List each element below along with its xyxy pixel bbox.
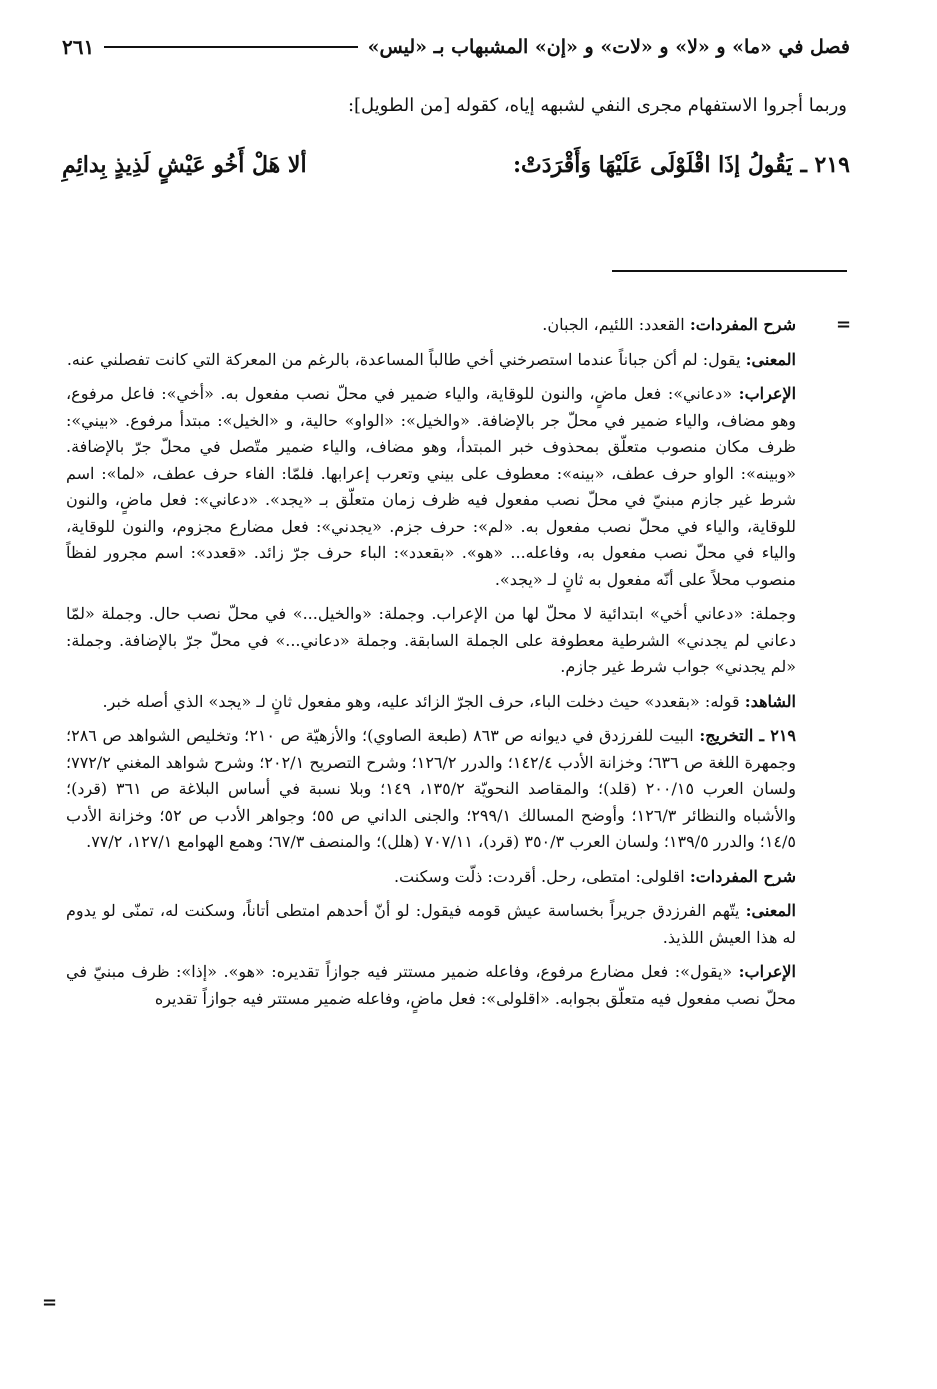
note-sentences-1: [66, 601, 796, 681]
note-vocabulary-1: [66, 312, 796, 339]
note-label: المعنى:: [745, 349, 796, 369]
note-label: الإعراب:: [738, 962, 796, 981]
note-vocabulary-219: [66, 864, 796, 891]
note-text: «دعاني»: فعل ماضٍ، والنون للوقاية، والياء ضمير في محلّ نصب مفعول به. «أخي»: فاعل مرفوع، وهو مضاف، والياء ضمير في محلّ جر بالإضافة. «والخيل»: «الواو» حالية، و «الخيل»: مبتدأ مرفوع. «بيني»: ظرف مكان منصوب متعلّق بمحذوف خبر المبتدأ، وهو مضاف، والياء ضمير متّصل في محلّ جرّ بالإضافة. «وبينه»: الواو حرف عطف، «بينه»: معطوف على بيني وتعرب إعرابها. فلمّا: الفاء حرف عطف، «لما»: اسم شرط غير جازم مبنيّ في محلّ نصب مفعول فيه ظرف زمان متعلّق بـ «يجد». «دعاني»: فعل ماضٍ، والنون للوقاية، والياء في محلّ نصب مفعول به. «لم»: حرف جزم. «يجدني»: فعل مضارع مجزوم، والنون للوقاية، والياء في محلّ نصب مفعول به، وفاعله... «هو». «بقعدد»: الباء حرف جرّ زائد. «قعدد»: اسم مجرور لفظاً منصوب محلاً على أنّه مفعول به ثانٍ لـ «يجد».: [66, 384, 796, 589]
note-text: وجملة: «دعاني أخي» ابتدائية لا محلّ لها من الإعراب. وجملة: «والخيل...» في محلّ نصب حال. وجملة «لمّا دعاني لم يجدني» الشرطية معطوفة على الجملة السابقة. وجملة «دعاني...» في محلّ جرّ بالإضافة. وجملة: «لم يجدني» جواب شرط غير جازم.: [66, 604, 796, 676]
continuation-mark-top: =: [836, 314, 852, 335]
note-text: القعدد: اللئيم، الجبان.: [542, 315, 690, 334]
verse-number: ٢١٩ ـ: [800, 152, 850, 178]
note-text: البيت للفرزدق في ديوانه ص ٨٦٣ (طبعة الصاوي)؛ والأزهيّة ص ٢١٠؛ وتخليص الشواهد ص ٢٨٦؛ وجمهرة اللغة ص ٦٣٦؛ وخزانة الأدب ١٤٢/٤؛ والدرر ١٢٦/٢؛ وشرح التصريح ٢٠٢/١؛ وشرح شواهد المغني ٧٧٢/٢؛ ولسان العرب ٢٠٠/١٥ (قلد)؛ والمقاصد النحويّة ١٣٥/٢، ١٤٩؛ وبلا نسبة في أساس البلاغة ص ٣٦١ (قرد)؛ والأشباه والنظائر ١٢٦/٣؛ وأوضح المسالك ٢٩٩/١؛ والجنى الداني ص ٥٥؛ وجواهر الأدب ص ٥٢؛ وخزانة الأدب ١٤/٥؛ والدرر ١٣٩/٥؛ ولسان العرب ٣٥٠/٣ (قرد)، ٧٠٧/١١ (هلل)؛ والمنصف ٦٧/٣؛ وهمع الهوامع ١٢٧/١، ٧٧/٢.: [66, 726, 797, 851]
note-label: شرح المفردات:: [689, 866, 796, 886]
note-text: يتّهم الفرزدق جريراً بخساسة عيش قومه فيقول: لو أنّ أحدهم امتطى أتاناً، وسكنت له، تمنّى لو يدوم له هذا العيش اللذيذ.: [66, 901, 796, 947]
note-label: الإعراب:: [738, 384, 797, 403]
note-text: اقلولى: امتطى، رحل. أقردت: ذلّت وسكنت.: [393, 866, 690, 886]
note-label: شرح المفردات:: [689, 315, 796, 334]
note-text: «يقول»: فعل مضارع مرفوع، وفاعله ضمير مستتر فيه جوازاً تقديره: «هو». «إذا»: ظرف مبنيّ في محلّ نصب مفعول فيه متعلّق بجوابه. «اقلولى»: فعل ماضٍ، وفاعله ضمير مستتر فيه جوازاً تقديره: [66, 962, 796, 1008]
note-grammar-1: [66, 381, 796, 593]
header-rule: [104, 46, 357, 48]
chapter-title: فصل في «ما» و «لا» و «لات» و «إن» المشبهاب بـ «ليس»: [367, 36, 850, 58]
poetry-verse: [62, 140, 850, 190]
footnotes: [66, 312, 796, 1020]
note-grammar-219: [66, 959, 796, 1012]
intro-sentence: وربما أجروا الاستفهام مجرى النفي لشبهه إياه، كقوله [من الطويل]:: [347, 95, 847, 116]
page-header: [62, 30, 850, 64]
note-label: الشاهد:: [744, 691, 796, 711]
note-label: ٢١٩ ـ التخريج:: [699, 726, 796, 745]
note-meaning-1: [66, 347, 796, 374]
page-number: ٢٦١: [62, 35, 95, 59]
note-sources-219: [66, 723, 796, 856]
note-text: قوله: «بقعدد» حيث دخلت الباء، حرف الجرّ الزائد عليه، وهو مفعول ثانٍ لـ «يجد» الذي أصله خبر.: [102, 691, 745, 711]
note-meaning-219: [66, 898, 796, 951]
note-text: يقول: لم أكن جباناً عندما استصرخني أخي طالباً المساعدة، بالرغم من المعركة التي كانت تفصلني عنه.: [66, 349, 746, 369]
verse-first-hemistich: ألا هَلْ أَخُو عَيْشٍ لَذِيذٍ بِدائِمِ: [62, 152, 307, 178]
continuation-mark-bottom: =: [42, 1292, 58, 1313]
footnote-separator: [612, 270, 847, 272]
note-evidence-1: [66, 689, 796, 716]
note-label: المعنى:: [745, 901, 796, 920]
verse-second-hemistich: يَقُولُ إذَا اقْلَوْلَى عَلَيْهَا وَأَقْرَدَتْ:: [512, 152, 793, 178]
